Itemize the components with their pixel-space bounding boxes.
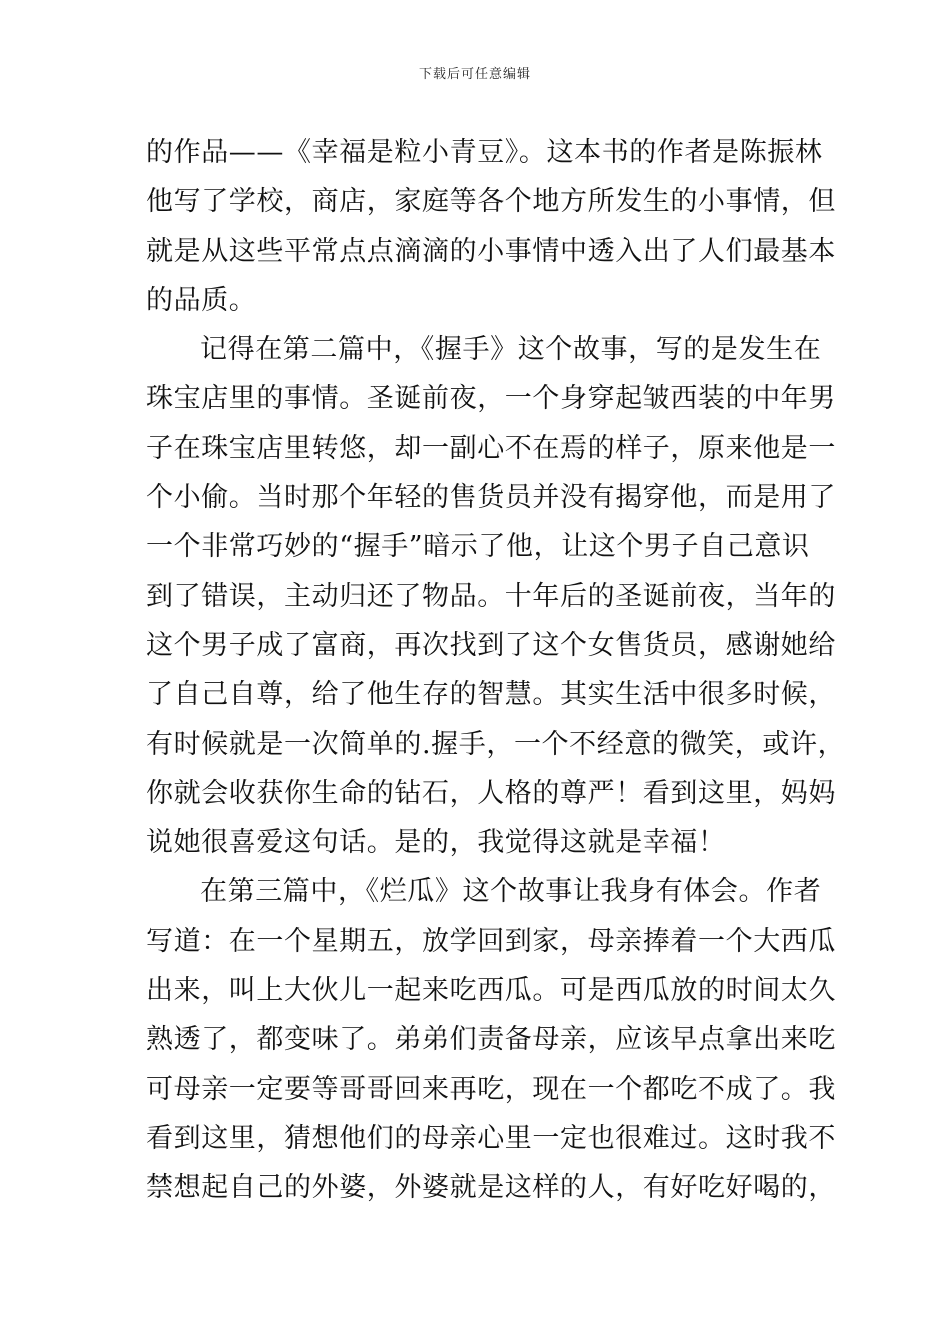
text-line: 一个非常巧妙的“握手”暗示了他，让这个男子自己意识 bbox=[146, 531, 810, 563]
header-note: 下载后可任意编辑 bbox=[418, 67, 531, 82]
text-line: 看到这里，猜想他们的母亲心里一定也很难过。这时我不 bbox=[146, 1122, 836, 1154]
text-line: 到了错误，主动归还了物品。十年后的圣诞前夜，当年的 bbox=[146, 580, 836, 612]
paragraph-start-line: 记得在第二篇中，《握手》这个故事，写的是发生在 bbox=[200, 334, 822, 366]
text-line: 珠宝店里的事情。圣诞前夜，一个身穿起皱西装的中年男 bbox=[146, 383, 836, 415]
text-line: 就是从这些平常点点滴滴的小事情中透入出了人们最基本 bbox=[146, 235, 836, 267]
text-line: 出来，叫上大伙儿一起来吃西瓜。可是西瓜放的时间太久 bbox=[146, 975, 836, 1007]
text-line: 你就会收获你生命的钻石，人格的尊严！看到这里，妈妈 bbox=[146, 777, 836, 809]
text-line: 他写了学校，商店，家庭等各个地方所发生的小事情，但 bbox=[146, 186, 836, 218]
text-line: 个小偷。当时那个年轻的售货员并没有揭穿他，而是用了 bbox=[146, 482, 836, 514]
text-line: 了自己自尊，给了他生存的智慧。其实生活中很多时候， bbox=[146, 679, 836, 711]
text-line: 有时候就是一次简单的.握手，一个不经意的微笑，或许， bbox=[146, 728, 846, 760]
document-body bbox=[146, 128, 846, 1213]
text-line: 子在珠宝店里转悠，却一副心不在焉的样子，原来他是一 bbox=[146, 432, 836, 464]
text-line: 禁想起自己的外婆，外婆就是这样的人，有好吃好喝的， bbox=[146, 1172, 836, 1204]
text-line: 写道：在一个星期五，放学回到家，母亲捧着一个大西瓜 bbox=[146, 925, 836, 957]
text-line: 的作品——《幸福是粒小青豆》。这本书的作者是陈振林 bbox=[146, 137, 823, 168]
text-line: 熟透了，都变味了。弟弟们责备母亲，应该早点拿出来吃 bbox=[146, 1024, 836, 1056]
paragraph-start-line: 在第三篇中，《烂瓜》这个故事让我身有体会。作者 bbox=[200, 876, 822, 908]
text-line: 的品质。 bbox=[146, 284, 257, 316]
text-line: 这个男子成了富商，再次找到了这个女售货员，感谢她给 bbox=[146, 629, 836, 661]
text-line: 说她很喜爱这句话。是的，我觉得这就是幸福！ bbox=[146, 827, 726, 859]
text-line: 可母亲一定要等哥哥回来再吃，现在一个都吃不成了。我 bbox=[146, 1073, 836, 1105]
